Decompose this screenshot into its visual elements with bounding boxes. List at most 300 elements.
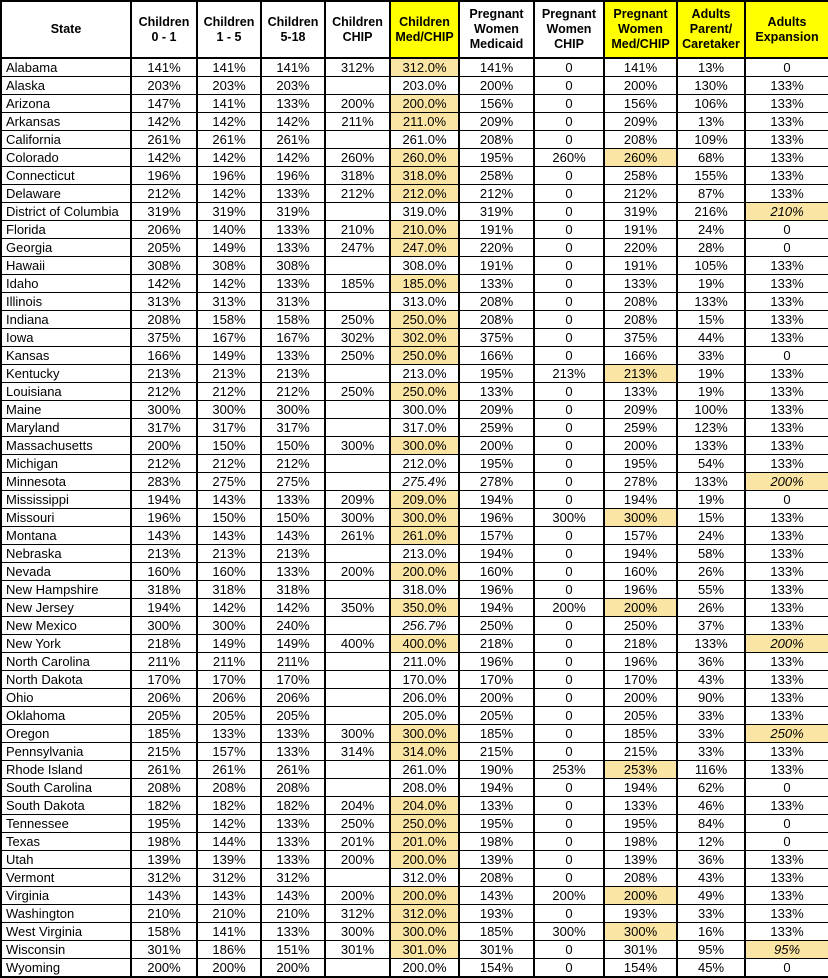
table-row bbox=[1, 311, 828, 329]
value-cell-pregnant-women-medicaid: 166% bbox=[459, 347, 534, 365]
value-cell-children-1-5: 143% bbox=[197, 527, 261, 545]
value-cell-pregnant-women-med-chip: 193% bbox=[604, 905, 677, 923]
value-cell-children-med-chip: 212.0% bbox=[390, 455, 459, 473]
value-cell-children-0-1: 261% bbox=[131, 131, 197, 149]
value-cell-children-5-18: 240% bbox=[261, 617, 325, 635]
value-cell-children-1-5: 317% bbox=[197, 419, 261, 437]
value-cell-pregnant-women-chip: 0 bbox=[534, 419, 604, 437]
value-cell-pregnant-women-medicaid: 157% bbox=[459, 527, 534, 545]
value-cell-children-0-1: 318% bbox=[131, 581, 197, 599]
value-cell-pregnant-women-med-chip: 212% bbox=[604, 185, 677, 203]
value-cell-pregnant-women-med-chip: 198% bbox=[604, 833, 677, 851]
value-cell-children-0-1: 210% bbox=[131, 905, 197, 923]
value-cell-children-0-1: 206% bbox=[131, 689, 197, 707]
value-cell-children-med-chip: 312.0% bbox=[390, 58, 459, 77]
value-cell-adults-expansion: 133% bbox=[745, 743, 828, 761]
value-cell-pregnant-women-med-chip: 200% bbox=[604, 599, 677, 617]
value-cell-children-1-5: 212% bbox=[197, 455, 261, 473]
value-cell-children-5-18: 167% bbox=[261, 329, 325, 347]
value-cell-pregnant-women-chip: 0 bbox=[534, 311, 604, 329]
value-cell-children-1-5: 212% bbox=[197, 383, 261, 401]
value-cell-adults-expansion: 0 bbox=[745, 491, 828, 509]
table-row bbox=[1, 473, 828, 491]
value-cell-pregnant-women-med-chip: 209% bbox=[604, 401, 677, 419]
value-cell-pregnant-women-med-chip: 154% bbox=[604, 959, 677, 978]
value-cell-pregnant-women-chip: 0 bbox=[534, 635, 604, 653]
value-cell-pregnant-women-med-chip: 319% bbox=[604, 203, 677, 221]
value-cell-children-chip: 302% bbox=[325, 329, 390, 347]
value-cell-children-chip bbox=[325, 707, 390, 725]
value-cell-pregnant-women-chip: 0 bbox=[534, 581, 604, 599]
value-cell-children-chip: 300% bbox=[325, 437, 390, 455]
value-cell-children-5-18: 150% bbox=[261, 437, 325, 455]
table-row bbox=[1, 599, 828, 617]
value-cell-children-0-1: 212% bbox=[131, 455, 197, 473]
value-cell-children-0-1: 142% bbox=[131, 113, 197, 131]
value-cell-pregnant-women-medicaid: 141% bbox=[459, 58, 534, 77]
value-cell-children-chip: 314% bbox=[325, 743, 390, 761]
value-cell-pregnant-women-med-chip: 278% bbox=[604, 473, 677, 491]
value-cell-children-5-18: 133% bbox=[261, 563, 325, 581]
state-name-cell: Colorado bbox=[1, 149, 131, 167]
value-cell-adults-expansion: 133% bbox=[745, 365, 828, 383]
col-header-adults-expansion: Adults Expansion bbox=[745, 1, 828, 58]
value-cell-pregnant-women-medicaid: 218% bbox=[459, 635, 534, 653]
value-cell-children-chip: 300% bbox=[325, 725, 390, 743]
value-cell-children-1-5: 150% bbox=[197, 437, 261, 455]
value-cell-pregnant-women-med-chip: 200% bbox=[604, 689, 677, 707]
value-cell-pregnant-women-chip: 0 bbox=[534, 545, 604, 563]
value-cell-children-0-1: 301% bbox=[131, 941, 197, 959]
value-cell-adults-expansion: 200% bbox=[745, 473, 828, 491]
value-cell-children-med-chip: 314.0% bbox=[390, 743, 459, 761]
value-cell-pregnant-women-med-chip: 185% bbox=[604, 725, 677, 743]
value-cell-children-5-18: 133% bbox=[261, 239, 325, 257]
value-cell-children-chip: 300% bbox=[325, 923, 390, 941]
value-cell-pregnant-women-medicaid: 278% bbox=[459, 473, 534, 491]
value-cell-children-5-18: 133% bbox=[261, 95, 325, 113]
value-cell-adults-parent-caretaker: 33% bbox=[677, 905, 745, 923]
value-cell-children-chip bbox=[325, 779, 390, 797]
state-name-cell: Alaska bbox=[1, 77, 131, 95]
value-cell-children-5-18: 133% bbox=[261, 743, 325, 761]
value-cell-children-med-chip: 261.0% bbox=[390, 761, 459, 779]
value-cell-children-0-1: 160% bbox=[131, 563, 197, 581]
value-cell-pregnant-women-medicaid: 185% bbox=[459, 923, 534, 941]
table-row bbox=[1, 95, 828, 113]
value-cell-children-1-5: 203% bbox=[197, 77, 261, 95]
table-row bbox=[1, 617, 828, 635]
state-name-cell: Oregon bbox=[1, 725, 131, 743]
value-cell-children-5-18: 275% bbox=[261, 473, 325, 491]
table-row bbox=[1, 455, 828, 473]
value-cell-children-5-18: 133% bbox=[261, 725, 325, 743]
value-cell-children-med-chip: 300.0% bbox=[390, 725, 459, 743]
value-cell-adults-parent-caretaker: 133% bbox=[677, 635, 745, 653]
value-cell-pregnant-women-medicaid: 195% bbox=[459, 815, 534, 833]
state-name-cell: Minnesota bbox=[1, 473, 131, 491]
value-cell-children-5-18: 143% bbox=[261, 887, 325, 905]
state-name-cell: South Dakota bbox=[1, 797, 131, 815]
value-cell-children-1-5: 313% bbox=[197, 293, 261, 311]
value-cell-children-med-chip: 308.0% bbox=[390, 257, 459, 275]
state-name-cell: Alabama bbox=[1, 58, 131, 77]
value-cell-children-med-chip: 201.0% bbox=[390, 833, 459, 851]
table-row bbox=[1, 491, 828, 509]
value-cell-children-0-1: 141% bbox=[131, 58, 197, 77]
col-header-children-0-1: Children 0 - 1 bbox=[131, 1, 197, 58]
value-cell-adults-parent-caretaker: 28% bbox=[677, 239, 745, 257]
value-cell-pregnant-women-chip: 0 bbox=[534, 941, 604, 959]
value-cell-pregnant-women-chip: 0 bbox=[534, 239, 604, 257]
value-cell-pregnant-women-medicaid: 193% bbox=[459, 905, 534, 923]
value-cell-adults-expansion: 133% bbox=[745, 167, 828, 185]
value-cell-children-med-chip: 213.0% bbox=[390, 545, 459, 563]
value-cell-pregnant-women-chip: 0 bbox=[534, 473, 604, 491]
table-row bbox=[1, 725, 828, 743]
value-cell-adults-expansion: 0 bbox=[745, 58, 828, 77]
table-row bbox=[1, 779, 828, 797]
value-cell-children-1-5: 149% bbox=[197, 635, 261, 653]
value-cell-adults-parent-caretaker: 58% bbox=[677, 545, 745, 563]
value-cell-pregnant-women-med-chip: 191% bbox=[604, 221, 677, 239]
value-cell-adults-expansion: 133% bbox=[745, 887, 828, 905]
value-cell-pregnant-women-chip: 0 bbox=[534, 329, 604, 347]
value-cell-children-5-18: 150% bbox=[261, 509, 325, 527]
value-cell-children-1-5: 275% bbox=[197, 473, 261, 491]
value-cell-children-med-chip: 211.0% bbox=[390, 653, 459, 671]
value-cell-pregnant-women-chip: 0 bbox=[534, 869, 604, 887]
value-cell-pregnant-women-medicaid: 205% bbox=[459, 707, 534, 725]
value-cell-pregnant-women-med-chip: 213% bbox=[604, 365, 677, 383]
value-cell-children-med-chip: 205.0% bbox=[390, 707, 459, 725]
value-cell-children-0-1: 182% bbox=[131, 797, 197, 815]
value-cell-children-chip bbox=[325, 455, 390, 473]
value-cell-pregnant-women-medicaid: 170% bbox=[459, 671, 534, 689]
header-row bbox=[1, 1, 828, 58]
value-cell-pregnant-women-medicaid: 208% bbox=[459, 311, 534, 329]
value-cell-adults-parent-caretaker: 133% bbox=[677, 293, 745, 311]
value-cell-children-1-5: 312% bbox=[197, 869, 261, 887]
table-row bbox=[1, 671, 828, 689]
value-cell-pregnant-women-chip: 0 bbox=[534, 347, 604, 365]
value-cell-children-chip: 211% bbox=[325, 113, 390, 131]
value-cell-children-chip: 250% bbox=[325, 383, 390, 401]
state-name-cell: Texas bbox=[1, 833, 131, 851]
value-cell-pregnant-women-med-chip: 191% bbox=[604, 257, 677, 275]
value-cell-adults-parent-caretaker: 15% bbox=[677, 311, 745, 329]
value-cell-pregnant-women-chip: 0 bbox=[534, 617, 604, 635]
value-cell-children-chip bbox=[325, 671, 390, 689]
value-cell-pregnant-women-med-chip: 375% bbox=[604, 329, 677, 347]
value-cell-pregnant-women-chip: 213% bbox=[534, 365, 604, 383]
state-name-cell: California bbox=[1, 131, 131, 149]
col-header-pregnant-women-medicaid: Pregnant Women Medicaid bbox=[459, 1, 534, 58]
value-cell-children-chip: 250% bbox=[325, 815, 390, 833]
value-cell-adults-parent-caretaker: 87% bbox=[677, 185, 745, 203]
value-cell-pregnant-women-chip: 0 bbox=[534, 743, 604, 761]
value-cell-pregnant-women-med-chip: 157% bbox=[604, 527, 677, 545]
value-cell-pregnant-women-med-chip: 205% bbox=[604, 707, 677, 725]
value-cell-adults-parent-caretaker: 216% bbox=[677, 203, 745, 221]
value-cell-adults-parent-caretaker: 33% bbox=[677, 347, 745, 365]
value-cell-adults-parent-caretaker: 16% bbox=[677, 923, 745, 941]
value-cell-pregnant-women-medicaid: 194% bbox=[459, 491, 534, 509]
state-name-cell: North Carolina bbox=[1, 653, 131, 671]
value-cell-adults-expansion: 0 bbox=[745, 833, 828, 851]
value-cell-children-med-chip: 261.0% bbox=[390, 131, 459, 149]
value-cell-adults-parent-caretaker: 43% bbox=[677, 869, 745, 887]
value-cell-pregnant-women-med-chip: 194% bbox=[604, 545, 677, 563]
value-cell-children-0-1: 166% bbox=[131, 347, 197, 365]
value-cell-pregnant-women-med-chip: 301% bbox=[604, 941, 677, 959]
value-cell-children-0-1: 317% bbox=[131, 419, 197, 437]
value-cell-adults-parent-caretaker: 24% bbox=[677, 527, 745, 545]
value-cell-children-1-5: 141% bbox=[197, 95, 261, 113]
value-cell-pregnant-women-medicaid: 154% bbox=[459, 959, 534, 978]
value-cell-children-chip bbox=[325, 473, 390, 491]
value-cell-pregnant-women-medicaid: 133% bbox=[459, 797, 534, 815]
value-cell-children-med-chip: 300.0% bbox=[390, 401, 459, 419]
value-cell-pregnant-women-chip: 0 bbox=[534, 653, 604, 671]
value-cell-pregnant-women-med-chip: 166% bbox=[604, 347, 677, 365]
value-cell-pregnant-women-chip: 0 bbox=[534, 275, 604, 293]
value-cell-children-5-18: 200% bbox=[261, 959, 325, 978]
value-cell-pregnant-women-medicaid: 198% bbox=[459, 833, 534, 851]
table-row bbox=[1, 149, 828, 167]
value-cell-pregnant-women-chip: 0 bbox=[534, 689, 604, 707]
value-cell-pregnant-women-medicaid: 196% bbox=[459, 581, 534, 599]
value-cell-pregnant-women-medicaid: 250% bbox=[459, 617, 534, 635]
value-cell-children-5-18: 213% bbox=[261, 365, 325, 383]
col-header-adults-parent-caretaker: Adults Parent/ Caretaker bbox=[677, 1, 745, 58]
value-cell-pregnant-women-medicaid: 200% bbox=[459, 689, 534, 707]
value-cell-children-0-1: 206% bbox=[131, 221, 197, 239]
value-cell-pregnant-women-med-chip: 141% bbox=[604, 58, 677, 77]
value-cell-children-1-5: 213% bbox=[197, 365, 261, 383]
value-cell-children-chip: 210% bbox=[325, 221, 390, 239]
value-cell-children-med-chip: 200.0% bbox=[390, 563, 459, 581]
value-cell-children-med-chip: 319.0% bbox=[390, 203, 459, 221]
value-cell-children-med-chip: 318.0% bbox=[390, 167, 459, 185]
value-cell-children-0-1: 218% bbox=[131, 635, 197, 653]
value-cell-pregnant-women-medicaid: 209% bbox=[459, 401, 534, 419]
table-row bbox=[1, 761, 828, 779]
table-row bbox=[1, 239, 828, 257]
value-cell-children-1-5: 170% bbox=[197, 671, 261, 689]
value-cell-children-chip bbox=[325, 617, 390, 635]
state-name-cell: Maine bbox=[1, 401, 131, 419]
state-name-cell: Indiana bbox=[1, 311, 131, 329]
value-cell-children-0-1: 194% bbox=[131, 599, 197, 617]
value-cell-adults-parent-caretaker: 15% bbox=[677, 509, 745, 527]
table-row bbox=[1, 851, 828, 869]
value-cell-pregnant-women-med-chip: 156% bbox=[604, 95, 677, 113]
value-cell-children-0-1: 142% bbox=[131, 275, 197, 293]
state-name-cell: Maryland bbox=[1, 419, 131, 437]
value-cell-children-med-chip: 300.0% bbox=[390, 437, 459, 455]
value-cell-children-1-5: 133% bbox=[197, 725, 261, 743]
value-cell-children-1-5: 141% bbox=[197, 923, 261, 941]
value-cell-children-0-1: 200% bbox=[131, 959, 197, 978]
state-name-cell: Hawaii bbox=[1, 257, 131, 275]
value-cell-adults-parent-caretaker: 36% bbox=[677, 653, 745, 671]
value-cell-children-1-5: 141% bbox=[197, 58, 261, 77]
value-cell-children-1-5: 142% bbox=[197, 275, 261, 293]
value-cell-children-5-18: 149% bbox=[261, 635, 325, 653]
value-cell-children-1-5: 140% bbox=[197, 221, 261, 239]
table-row bbox=[1, 887, 828, 905]
value-cell-pregnant-women-med-chip: 196% bbox=[604, 653, 677, 671]
state-name-cell: Pennsylvania bbox=[1, 743, 131, 761]
value-cell-children-chip bbox=[325, 545, 390, 563]
value-cell-children-5-18: 318% bbox=[261, 581, 325, 599]
value-cell-children-5-18: 158% bbox=[261, 311, 325, 329]
value-cell-adults-expansion: 133% bbox=[745, 851, 828, 869]
value-cell-children-1-5: 149% bbox=[197, 239, 261, 257]
state-name-cell: Kentucky bbox=[1, 365, 131, 383]
value-cell-pregnant-women-med-chip: 133% bbox=[604, 383, 677, 401]
value-cell-pregnant-women-med-chip: 250% bbox=[604, 617, 677, 635]
value-cell-adults-parent-caretaker: 13% bbox=[677, 58, 745, 77]
value-cell-pregnant-women-chip: 0 bbox=[534, 779, 604, 797]
value-cell-children-med-chip: 208.0% bbox=[390, 779, 459, 797]
value-cell-children-0-1: 283% bbox=[131, 473, 197, 491]
value-cell-pregnant-women-med-chip: 258% bbox=[604, 167, 677, 185]
value-cell-pregnant-women-chip: 0 bbox=[534, 221, 604, 239]
value-cell-children-5-18: 133% bbox=[261, 491, 325, 509]
value-cell-adults-parent-caretaker: 116% bbox=[677, 761, 745, 779]
table-row bbox=[1, 923, 828, 941]
value-cell-children-5-18: 196% bbox=[261, 167, 325, 185]
table-row bbox=[1, 707, 828, 725]
value-cell-pregnant-women-medicaid: 195% bbox=[459, 149, 534, 167]
value-cell-children-5-18: 170% bbox=[261, 671, 325, 689]
table-row bbox=[1, 401, 828, 419]
state-name-cell: Michigan bbox=[1, 455, 131, 473]
value-cell-adults-expansion: 133% bbox=[745, 797, 828, 815]
value-cell-adults-parent-caretaker: 130% bbox=[677, 77, 745, 95]
value-cell-children-chip bbox=[325, 365, 390, 383]
value-cell-pregnant-women-chip: 200% bbox=[534, 887, 604, 905]
value-cell-children-1-5: 206% bbox=[197, 689, 261, 707]
value-cell-pregnant-women-medicaid: 208% bbox=[459, 131, 534, 149]
value-cell-children-med-chip: 204.0% bbox=[390, 797, 459, 815]
value-cell-children-med-chip: 170.0% bbox=[390, 671, 459, 689]
table-row bbox=[1, 563, 828, 581]
table-row bbox=[1, 221, 828, 239]
value-cell-pregnant-women-chip: 0 bbox=[534, 401, 604, 419]
value-cell-adults-expansion: 133% bbox=[745, 905, 828, 923]
value-cell-children-0-1: 212% bbox=[131, 383, 197, 401]
value-cell-children-0-1: 194% bbox=[131, 491, 197, 509]
value-cell-pregnant-women-chip: 0 bbox=[534, 671, 604, 689]
value-cell-children-chip: 312% bbox=[325, 905, 390, 923]
value-cell-adults-expansion: 133% bbox=[745, 581, 828, 599]
value-cell-children-med-chip: 250.0% bbox=[390, 815, 459, 833]
value-cell-children-0-1: 158% bbox=[131, 923, 197, 941]
value-cell-adults-expansion: 0 bbox=[745, 347, 828, 365]
value-cell-children-1-5: 167% bbox=[197, 329, 261, 347]
value-cell-adults-expansion: 200% bbox=[745, 635, 828, 653]
value-cell-children-chip bbox=[325, 419, 390, 437]
value-cell-adults-expansion: 133% bbox=[745, 275, 828, 293]
value-cell-pregnant-women-med-chip: 200% bbox=[604, 437, 677, 455]
state-name-cell: Idaho bbox=[1, 275, 131, 293]
value-cell-children-chip bbox=[325, 203, 390, 221]
value-cell-adults-expansion: 133% bbox=[745, 383, 828, 401]
value-cell-children-med-chip: 300.0% bbox=[390, 509, 459, 527]
value-cell-children-med-chip: 317.0% bbox=[390, 419, 459, 437]
state-name-cell: North Dakota bbox=[1, 671, 131, 689]
value-cell-pregnant-women-chip: 0 bbox=[534, 113, 604, 131]
value-cell-children-1-5: 210% bbox=[197, 905, 261, 923]
value-cell-adults-parent-caretaker: 106% bbox=[677, 95, 745, 113]
state-name-cell: Missouri bbox=[1, 509, 131, 527]
col-header-pregnant-women-med-chip: Pregnant Women Med/CHIP bbox=[604, 1, 677, 58]
value-cell-pregnant-women-medicaid: 200% bbox=[459, 437, 534, 455]
value-cell-children-5-18: 213% bbox=[261, 545, 325, 563]
value-cell-children-1-5: 261% bbox=[197, 131, 261, 149]
value-cell-children-1-5: 213% bbox=[197, 545, 261, 563]
value-cell-pregnant-women-medicaid: 195% bbox=[459, 455, 534, 473]
value-cell-children-0-1: 213% bbox=[131, 545, 197, 563]
value-cell-children-chip: 400% bbox=[325, 635, 390, 653]
value-cell-adults-expansion: 133% bbox=[745, 149, 828, 167]
table-body bbox=[1, 58, 828, 977]
value-cell-children-med-chip: 301.0% bbox=[390, 941, 459, 959]
value-cell-children-1-5: 208% bbox=[197, 779, 261, 797]
value-cell-adults-parent-caretaker: 84% bbox=[677, 815, 745, 833]
table-row bbox=[1, 257, 828, 275]
value-cell-children-0-1: 215% bbox=[131, 743, 197, 761]
value-cell-children-chip bbox=[325, 959, 390, 978]
value-cell-children-5-18: 211% bbox=[261, 653, 325, 671]
value-cell-pregnant-women-medicaid: 215% bbox=[459, 743, 534, 761]
value-cell-children-0-1: 143% bbox=[131, 527, 197, 545]
value-cell-children-med-chip: 261.0% bbox=[390, 527, 459, 545]
value-cell-children-chip: 200% bbox=[325, 851, 390, 869]
value-cell-adults-expansion: 0 bbox=[745, 815, 828, 833]
value-cell-children-5-18: 141% bbox=[261, 58, 325, 77]
value-cell-children-0-1: 147% bbox=[131, 95, 197, 113]
value-cell-pregnant-women-chip: 0 bbox=[534, 77, 604, 95]
value-cell-adults-expansion: 133% bbox=[745, 293, 828, 311]
value-cell-children-1-5: 143% bbox=[197, 887, 261, 905]
value-cell-children-1-5: 149% bbox=[197, 347, 261, 365]
value-cell-children-0-1: 261% bbox=[131, 761, 197, 779]
value-cell-adults-expansion: 133% bbox=[745, 455, 828, 473]
value-cell-pregnant-women-med-chip: 133% bbox=[604, 797, 677, 815]
value-cell-pregnant-women-chip: 300% bbox=[534, 509, 604, 527]
value-cell-children-chip: 250% bbox=[325, 347, 390, 365]
value-cell-adults-expansion: 250% bbox=[745, 725, 828, 743]
value-cell-adults-expansion: 133% bbox=[745, 527, 828, 545]
value-cell-pregnant-women-chip: 0 bbox=[534, 959, 604, 978]
value-cell-children-med-chip: 200.0% bbox=[390, 851, 459, 869]
value-cell-children-0-1: 142% bbox=[131, 149, 197, 167]
value-cell-children-med-chip: 318.0% bbox=[390, 581, 459, 599]
value-cell-adults-expansion: 133% bbox=[745, 419, 828, 437]
value-cell-children-1-5: 144% bbox=[197, 833, 261, 851]
value-cell-adults-expansion: 133% bbox=[745, 689, 828, 707]
value-cell-adults-parent-caretaker: 36% bbox=[677, 851, 745, 869]
value-cell-pregnant-women-med-chip: 194% bbox=[604, 779, 677, 797]
value-cell-children-0-1: 143% bbox=[131, 887, 197, 905]
state-name-cell: Montana bbox=[1, 527, 131, 545]
value-cell-children-0-1: 375% bbox=[131, 329, 197, 347]
value-cell-adults-expansion: 133% bbox=[745, 545, 828, 563]
